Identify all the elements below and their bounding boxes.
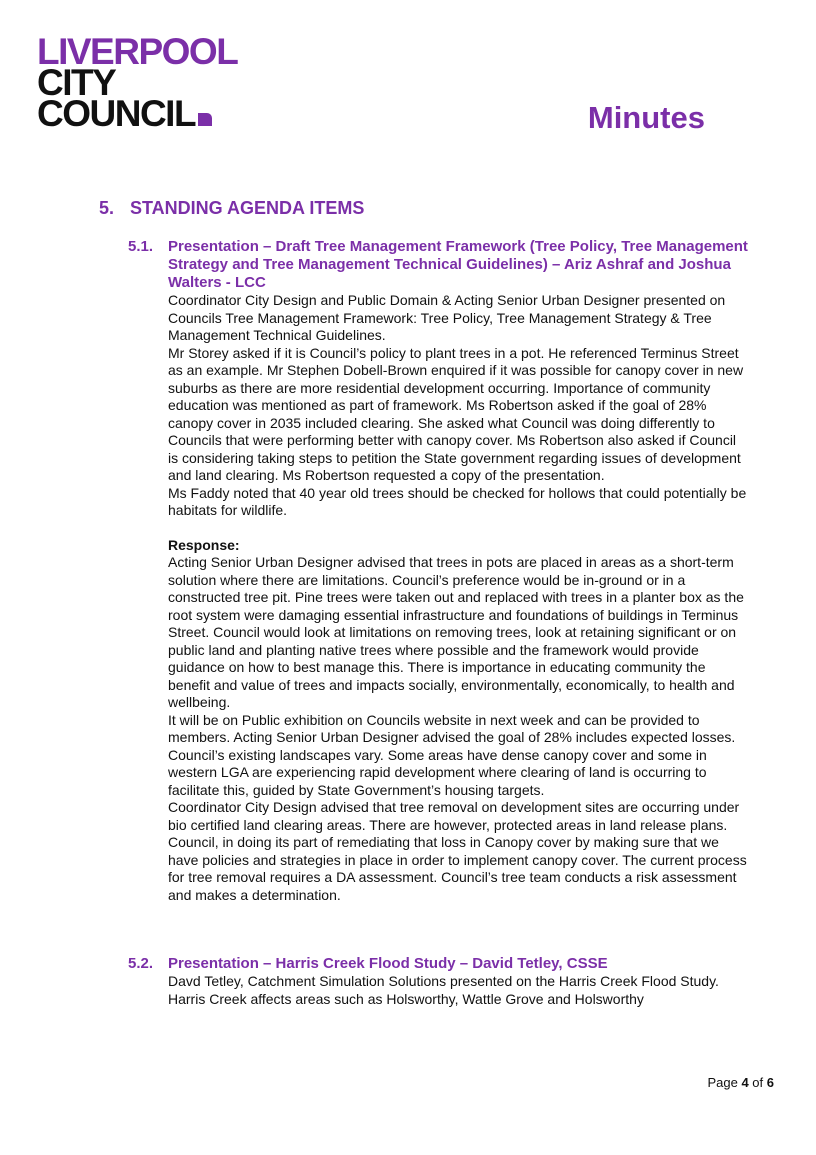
agenda-item-number: 5.2. — [128, 955, 154, 972]
total-pages-number: 6 — [766, 1075, 774, 1090]
logo-line-3 — [37, 93, 237, 134]
section-heading — [99, 198, 364, 219]
agenda-item-body — [168, 955, 748, 1008]
agenda-item-5-2 — [128, 955, 748, 1008]
current-page-number: 4 — [741, 1075, 749, 1090]
item-paragraph: Mr Storey asked if it is Council’s policy to plant trees in a pot. He referenced Terminus Street as an example. Mr Stephen Dobell-Brown enquired if it was possible for canopy cover in new suburbs as there are more residential development occurring. Importance of community education was mentioned as part of framework. Ms Robertson asked if the goal of 28% canopy cover in 2035 included clearing. She asked what Council was doing differently to Councils that were performing better with canopy cover. Ms Robertson also asked if Council is considering taking steps to petition the State government regarding issues of development and land clearing. Ms Robertson requested a copy of the presentation. — [168, 344, 744, 483]
response-paragraph: Coordinator City Design advised that tree removal on development sites are occurring under bio certified land clearing areas. There are however, protected areas in land release plans. Council, in doing its part of remediating that loss in Canopy cover by making sure that we have policies and strategies in place in order to implement canopy cover. The current process for tree removal requires a DA assessment. Council’s tree team conducts a risk assessment and makes a determination. — [168, 799, 747, 903]
response-label: Response: — [168, 536, 240, 553]
agenda-item-title: Presentation – Draft Tree Management Framework (Tree Policy, Tree Management Strategy and Tree Management Technical Guidelines) – Ariz Ashraf and Joshua Walters - LCC — [168, 238, 748, 291]
agenda-item-title: Presentation – Harris Creek Flood Study – David Tetley, CSSE — [168, 955, 608, 972]
agenda-item-body — [168, 238, 748, 904]
logo-mark-icon — [198, 113, 212, 126]
agenda-item-number: 5.1. — [128, 238, 154, 255]
item-paragraph: Ms Faddy noted that 40 year old trees should be checked for hollows that could potentially be habitats for wildlife. — [168, 484, 747, 518]
of-word: of — [752, 1075, 764, 1090]
response-paragraph: It will be on Public exhibition on Councils website in next week and can be provided to members. Acting Senior Urban Designer advised the goal of 28% includes expected losses. Council’s existing landscapes vary. Some areas have dense canopy cover and some in western LGA are experiencing rapid development where clearing of land is occurring to facilitate this, guided by State Government’s housing targets. — [168, 711, 736, 798]
response-paragraph: Acting Senior Urban Designer advised that trees in pots are placed in areas as a short-term solution where there are limitations. Council’s preference would be in-ground or in a constructed tree pit. Pine trees were taken out and replaced with trees in a planter box as the root system were damaging essential infrastructure and foundations of buildings in Terminus Street. Council would look at limitations on removing trees, look at retaining significant or on public land and planting native trees where possible and the framework would provide guidance on how to best manage this. There is importance in educating community the benefit and value of trees and impacts socially, environmentally, economically, to health and wellbeing. — [168, 554, 744, 710]
liverpool-city-council-logo — [37, 31, 238, 134]
item-paragraph: Davd Tetley, Catchment Simulation Solutions presented on the Harris Creek Flood Study. Harris Creek affects areas such as Holsworthy, Wattle Grove and Holsworthy — [168, 973, 719, 1007]
agenda-item-5-1 — [128, 238, 748, 904]
logo-line-1: LIVERPOOL — [37, 31, 238, 72]
section-number: 5. — [99, 198, 115, 218]
document-title: Minutes — [587, 100, 705, 135]
page-word: Page — [707, 1075, 738, 1090]
item-paragraph: Coordinator City Design and Public Domain & Acting Senior Urban Designer presented on Councils Tree Management Framework: Tree Policy, Tree Management Strategy & Tree Management Technical Guidelines. — [168, 292, 726, 343]
logo-line-3-text: COUNCIL — [37, 93, 196, 134]
page-footer — [707, 1075, 774, 1090]
logo-line-2: CITY — [37, 62, 116, 103]
section-title: STANDING AGENDA ITEMS — [130, 198, 365, 218]
